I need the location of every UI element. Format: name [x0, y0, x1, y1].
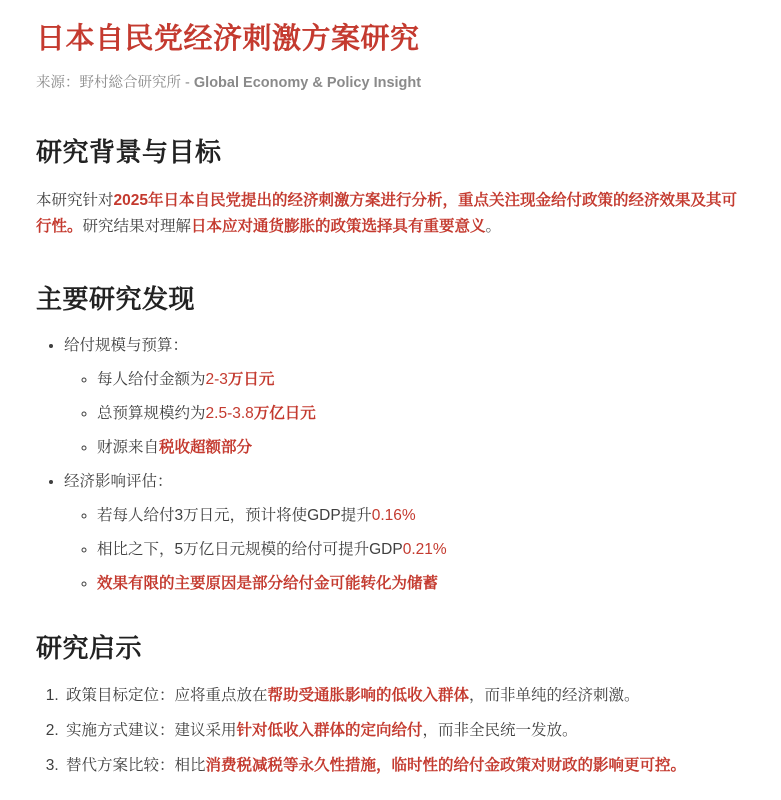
text-segment: 相比之下，5万亿日元规模的给付可提升GDP	[97, 540, 403, 558]
text-segment: 2-3	[205, 370, 228, 388]
finding-category-item	[64, 471, 751, 595]
finding-detail-item	[97, 505, 751, 527]
source-name: Global Economy & Policy Insight	[193, 74, 422, 91]
finding-category-label: 经济影响评估：	[64, 472, 173, 490]
implication-item	[63, 754, 751, 778]
text-segment: 。	[485, 217, 502, 235]
page-title: 日本自民党经济刺激方案研究	[36, 23, 420, 55]
finding-detail-item	[97, 369, 751, 391]
text-segment: 万日元	[227, 370, 275, 388]
text-segment: 帮助受通胀影响的低收入群体	[267, 686, 470, 704]
finding-category-label: 给付规模与预算：	[64, 336, 189, 354]
text-segment: 实施方式建议：建议采用	[66, 721, 237, 739]
text-segment: 若每人给付3万日元，预计将使GDP提升	[97, 506, 372, 524]
section-heading-background: 研究背景与目标	[36, 136, 222, 167]
background-paragraph	[36, 188, 751, 240]
text-segment: ，而非全民统一发放。	[422, 721, 578, 739]
text-segment: 日本应对通货膨胀的政策选择具有重要意义	[191, 217, 486, 235]
implication-item	[63, 719, 751, 743]
findings-list	[36, 335, 751, 595]
finding-category-item	[64, 335, 751, 459]
text-segment: 研究结果对理解	[82, 217, 192, 235]
finding-detail-list	[64, 369, 751, 459]
section-heading-implications: 研究启示	[36, 632, 143, 663]
implication-item	[63, 684, 751, 708]
text-segment: 消费税减税等永久性措施，临时性的给付金政策对财政的影响更可控。	[205, 756, 687, 774]
text-segment: 每人给付金额为	[97, 370, 206, 388]
text-segment: 税收超额部分	[159, 438, 253, 456]
section-heading-findings: 主要研究发现	[36, 283, 196, 314]
source-line	[36, 73, 751, 93]
text-segment: 财源来自	[97, 438, 160, 456]
finding-detail-item	[97, 539, 751, 561]
source-prefix: 来源：野村総合研究所 -	[36, 74, 194, 91]
text-segment: 2.5-3.8	[205, 404, 254, 422]
text-segment: 政策目标定位：应将重点放在	[66, 686, 268, 704]
finding-detail-item	[97, 573, 751, 595]
finding-detail-list	[64, 505, 751, 595]
finding-detail-item	[97, 403, 751, 425]
implications-list	[36, 684, 751, 778]
text-segment: 替代方案比较：相比	[66, 756, 206, 774]
text-segment: 万亿日元	[253, 404, 316, 422]
text-segment: 效果有限的主要原因是部分给付金可能转化为储蓄	[97, 574, 439, 592]
text-segment: 0.21%	[402, 540, 447, 558]
text-segment: 针对低收入群体的定向给付	[236, 721, 423, 739]
finding-detail-item	[97, 437, 751, 459]
text-segment: 本研究针对	[36, 191, 114, 209]
text-segment: 0.16%	[371, 506, 416, 524]
text-segment: 总预算规模约为	[97, 404, 206, 422]
text-segment: ，而非单纯的经济刺激。	[469, 686, 640, 704]
text-segment: 2025年日本自民党提出的经济刺激方案进行分析，重点关注现金给付政策的经济效果及其可行性。	[36, 191, 737, 235]
